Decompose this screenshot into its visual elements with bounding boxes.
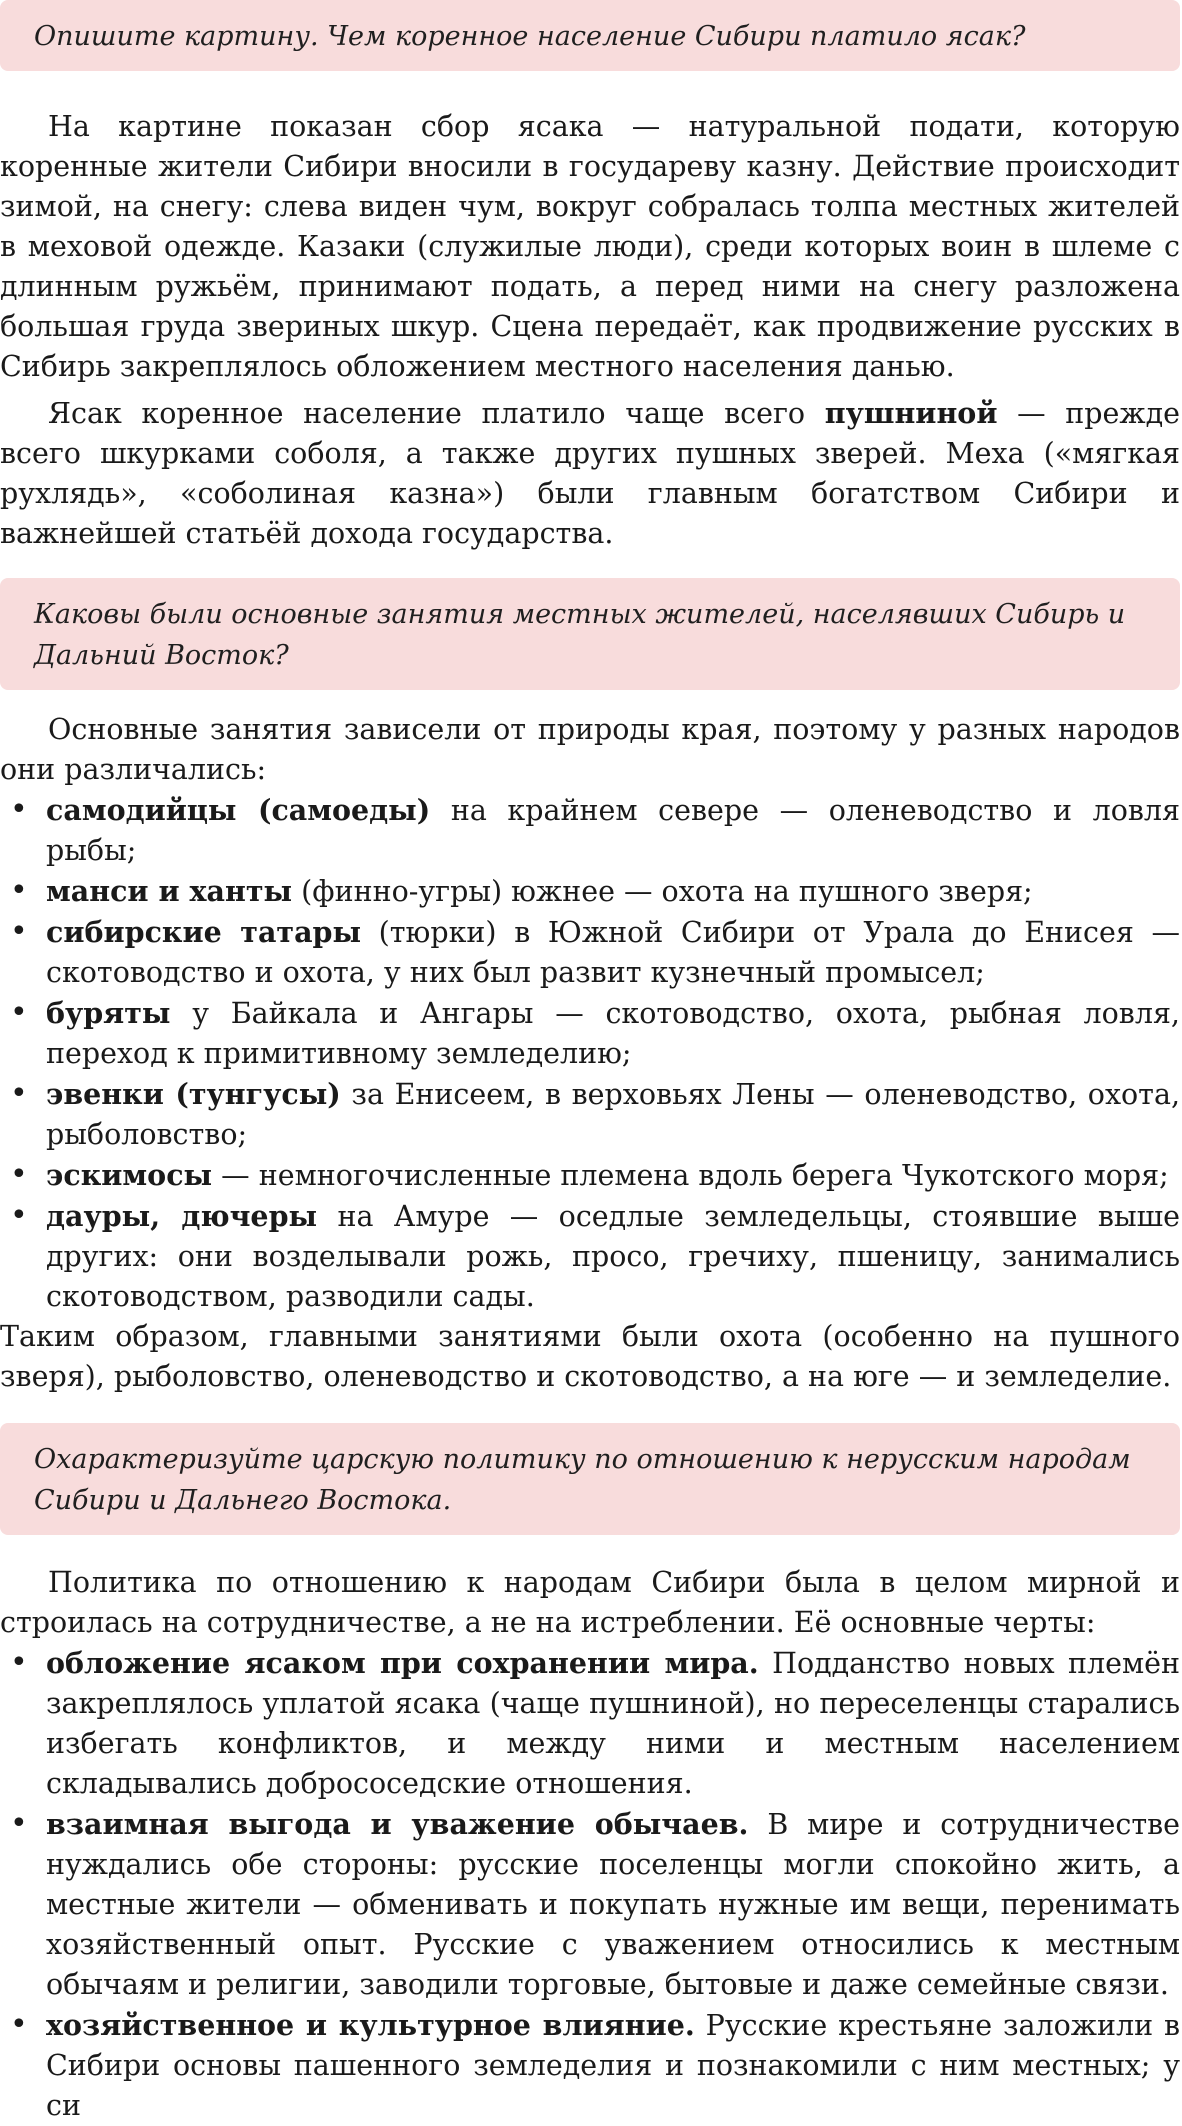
list-item-term: самодийцы (самоеды) xyxy=(46,793,431,827)
list-item-text: на крайнем севере — оленеводство и ловля рыбы; xyxy=(46,794,1180,867)
answer-1-paragraph-2-end: — прежде всего шкурками соболя, а также других пушных зверей. Меха («мягкая рухлядь», «соболиная казна») были главным богатством Сибири и важнейшей статьёй дохода государства. xyxy=(0,397,1181,550)
list-item xyxy=(0,912,1180,993)
list-item-term: сибирские татары xyxy=(46,915,362,949)
question-3 xyxy=(0,1423,1180,1535)
list-item-term: буряты xyxy=(46,996,171,1030)
answer-1-emphasis: пушниной xyxy=(824,396,998,430)
list-item xyxy=(0,871,1180,912)
list-item xyxy=(0,1196,1180,1317)
answer-2-list xyxy=(0,790,1180,1317)
list-item-term: взаимная выгода и уважение обычаев. xyxy=(46,1807,749,1841)
answer-2-conclusion: Таким образом, главными занятиями были охота (особенно на пушного зверя), рыболовство, оленеводство и скотоводство, а на юге — и земледелие. xyxy=(0,1320,1180,1393)
answer-1-paragraph-2 xyxy=(0,393,1180,554)
list-item xyxy=(0,1155,1180,1196)
list-item-text: (тюрки) в Южной Сибири от Урала до Енисея — скотоводство и охота, у них был развит кузнечный промысел; xyxy=(46,916,1180,989)
list-item-term: эскимосы xyxy=(46,1158,213,1192)
list-item-text: за Енисеем, в верховьях Лены — оленеводство, охота, рыболовство; xyxy=(46,1078,1181,1151)
answer-1-paragraph-1: На картине показан сбор ясака — натуральной подати, которую коренные жители Сибири вносили в государеву казну. Действие происходит зимой, на снегу: слева виден чум, вокруг собралась толпа местных жителей в меховой одежде. Казаки (служилые люди), среди которых воин в шлеме с длинным ружьём, принимают подать, а перед ними на снегу разложена большая груда звериных шкур. Сцена передаёт, как продвижение русских в Сибирь закреплялось обложением местного населения данью. xyxy=(0,110,1180,383)
list-item xyxy=(0,1804,1180,2005)
question-3-text: Охарактеризуйте царскую политику по отношению к нерусским народам Сибири и Дальнего Востока. xyxy=(34,1444,1131,1516)
answer-2 xyxy=(0,690,1180,1397)
answer-1 xyxy=(0,71,1180,554)
list-item-text: у Байкала и Ангары — скотоводство, охота, рыбная ловля, переход к примитивному земледелию; xyxy=(46,997,1180,1070)
answer-3-intro: Политика по отношению к народам Сибири была в целом мирной и строилась на сотрудничестве, а не на истреблении. Её основные черты: xyxy=(0,1566,1180,1639)
answer-2-intro: Основные занятия зависели от природы края, поэтому у разных народов они различались: xyxy=(0,713,1180,786)
list-item-text: на Амуре — оседлые земледельцы, стоявшие выше других: они возделывали рожь, просо, гречиху, пшеницу, занимались скотоводством, разводили сады. xyxy=(46,1200,1180,1313)
list-item-text: (финно-угры) южнее — охота на пушного зверя; xyxy=(292,875,1033,908)
question-2-text: Каковы были основные занятия местных жителей, населявших Сибирь и Дальний Восток? xyxy=(34,599,1126,671)
list-item xyxy=(0,2005,1180,2126)
list-item-term: хозяйственное и культурное влияние. xyxy=(46,2008,695,2042)
answer-3-list xyxy=(0,1643,1180,2126)
list-item xyxy=(0,790,1180,871)
question-2 xyxy=(0,578,1180,690)
answer-1-paragraph-2-start: Ясак коренное население платило чаще всего xyxy=(48,397,825,430)
list-item-text: — немногочисленные племена вдоль берега Чукотского моря; xyxy=(212,1159,1169,1192)
list-item-term: эвенки (тунгусы) xyxy=(46,1077,341,1111)
question-1 xyxy=(0,0,1180,71)
list-item-text: В мире и сотрудничестве нуждались обе стороны: русские поселенцы могли спокойно жить, а местные жители — обменивать и покупать нужные им вещи, перенимать хозяйственный опыт. Русские с уважением относились к местным обычаям и религии, заводили торговые, бытовые и даже семейные связи. xyxy=(46,1808,1180,2001)
list-item xyxy=(0,993,1180,1074)
list-item-term: дауры, дючеры xyxy=(46,1199,318,1233)
list-item-term: обложение ясаком при сохранении мира. xyxy=(46,1646,759,1680)
answer-3 xyxy=(0,1535,1180,2126)
list-item xyxy=(0,1074,1180,1155)
list-item xyxy=(0,1643,1180,1804)
list-item-term: манси и ханты xyxy=(46,874,293,908)
list-item-text: Подданство новых племён закреплялось уплатой ясака (чаще пушниной), но переселенцы старались избегать конфликтов, и между ними и местным населением складывались добрососедские отношения. xyxy=(46,1647,1180,1800)
list-item-text: Русские крестьяне заложили в Сибири основы пашенного земледелия и познакомили с ним местных; у си xyxy=(46,2009,1181,2122)
question-1-text: Опишите картину. Чем коренное население Сибири платило ясак? xyxy=(34,21,1026,52)
